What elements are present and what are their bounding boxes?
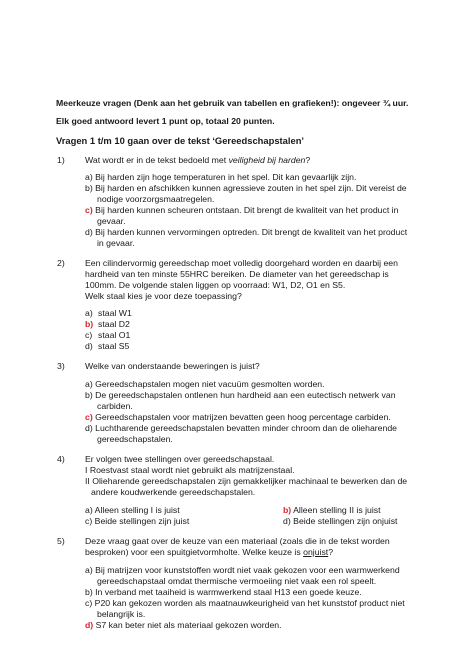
- question-2-text: hardheid van ten minste 55HRC bereiken. De diameter van het gereedschap is: [85, 269, 389, 279]
- question-4-number: 4): [57, 454, 65, 464]
- correct-answer-marker: b): [85, 319, 94, 329]
- question-2-option-c: c) staal O1: [85, 330, 131, 340]
- question-2-option-a: a) staal W1: [85, 308, 132, 318]
- question-2-text: Een cilindervormig gereedschap moet volledig doorgehard worden en daarbij een: [85, 258, 398, 268]
- instructions-line: Meerkeuze vragen (Denk aan het gebruik van tabellen en grafieken!): ongeveer ¾ uur.: [56, 98, 409, 108]
- question-1-number: 1): [57, 155, 65, 165]
- question-4-statement-2-cont: andere koudwerkende gereedschapstalen.: [91, 487, 256, 497]
- question-1-option-b-cont: nodige voorzorgsmaatregelen.: [97, 194, 215, 204]
- correct-answer-marker: c): [85, 412, 93, 422]
- correct-answer-marker: d): [85, 620, 94, 630]
- question-5-option-c-cont: belangrijk is.: [97, 609, 146, 619]
- question-1-option-b: b) Bij harden en afschikken kunnen agressieve zouten in het spel zijn. Dit vereist de: [85, 183, 407, 193]
- question-3-number: 3): [57, 361, 65, 371]
- scoring-line: Elk goed antwoord levert 1 punt op, totaal 20 punten.: [56, 116, 275, 126]
- question-3-option-b-cont: carbiden.: [97, 401, 133, 411]
- question-5-option-c: c) P20 kan gekozen worden als maatnauwkeurigheid van het kunststof product niet: [85, 598, 405, 608]
- question-5-option-d: d) S7 kan beter niet als materiaal gekozen worden.: [85, 620, 282, 630]
- question-4-statement-2: II Olieharende gereedschapstalen zijn gemakkelijker machinaal te bewerken dan de: [85, 476, 408, 486]
- correct-answer-marker: c): [85, 205, 93, 215]
- question-4-option-b: b) Alleen stelling II is juist: [283, 505, 381, 515]
- question-5-number: 5): [57, 536, 65, 546]
- question-3-option-d: d) Luchtharende gereedschapstalen bevatten minder chroom dan de olieharende: [85, 423, 397, 433]
- question-4-option-d: d) Beide stellingen zijn onjuist: [283, 516, 398, 526]
- question-4-option-a: a) Alleen stelling I is juist: [85, 505, 180, 515]
- question-3-option-d-cont: gereedschapstalen.: [97, 434, 173, 444]
- question-1-option-c-cont: gevaar.: [97, 216, 126, 226]
- question-4-text: Er volgen twee stellingen over gereedschapstaal.: [85, 454, 275, 464]
- question-2-option-b: b) staal D2: [85, 319, 130, 329]
- section-heading: Vragen 1 t/m 10 gaan over de tekst ‘Gereedschapstalen’: [56, 135, 305, 146]
- question-1-option-d-cont: in gevaar.: [97, 238, 135, 248]
- question-2-number: 2): [57, 258, 65, 268]
- question-1-option-c: c) Bij harden kunnen scheuren ontstaan. Dit brengt de kwaliteit van het product in: [85, 205, 399, 215]
- question-4-statement-1: I Roestvast staal wordt niet gebruikt als matrijzenstaal.: [85, 465, 295, 475]
- question-3-option-a: a) Gereedschapstalen mogen niet vacuüm gesmolten worden.: [85, 379, 325, 389]
- question-5-text: Deze vraag gaat over de keuze van een materiaal (zoals die in de tekst worden: [85, 536, 390, 546]
- question-3-text: Welke van onderstaande beweringen is juist?: [85, 361, 260, 371]
- question-5-option-b: b) In verband met taaiheid is warmwerkend staal H13 een goede keuze.: [85, 587, 362, 597]
- question-5-option-a: a) Bij matrijzen voor kunststoffen wordt niet vaak gekozen voor een warmwerkend: [85, 565, 400, 575]
- question-3-option-c: c) Gereedschapstalen voor matrijzen bevatten geen hoog percentage carbiden.: [85, 412, 391, 422]
- question-1-text: Wat wordt er in de tekst bedoeld met veiligheid bij harden?: [85, 155, 311, 165]
- question-1-option-a: a) Bij harden zijn hoge temperaturen in het spel. Dit kan gevaarlijk zijn.: [85, 172, 357, 182]
- question-5-option-a-cont: gereedschapstaal omdat thermische vermoeiing niet vaak een rol speelt.: [97, 576, 377, 586]
- question-2-text: Welk staal kies je voor deze toepassing?: [85, 291, 242, 301]
- question-5-text: besproken) voor een spuitgietvormholte. Welke keuze is onjuist?: [85, 547, 334, 557]
- question-2-text: 100mm. De volgende stalen liggen op voorraad: W1, D2, O1 en S5.: [85, 280, 346, 290]
- question-4-option-c: c) Beide stellingen zijn juist: [85, 516, 190, 526]
- correct-answer-marker: b): [283, 505, 292, 515]
- question-1-option-d: d) Bij harden kunnen vervormingen optreden. Dit brengt de kwaliteit van het product: [85, 227, 408, 237]
- question-3-option-b: b) De gereedschapstalen ontlenen hun hardheid aan een eutectisch netwerk van: [85, 390, 396, 400]
- question-2-option-d: d) staal S5: [85, 341, 130, 351]
